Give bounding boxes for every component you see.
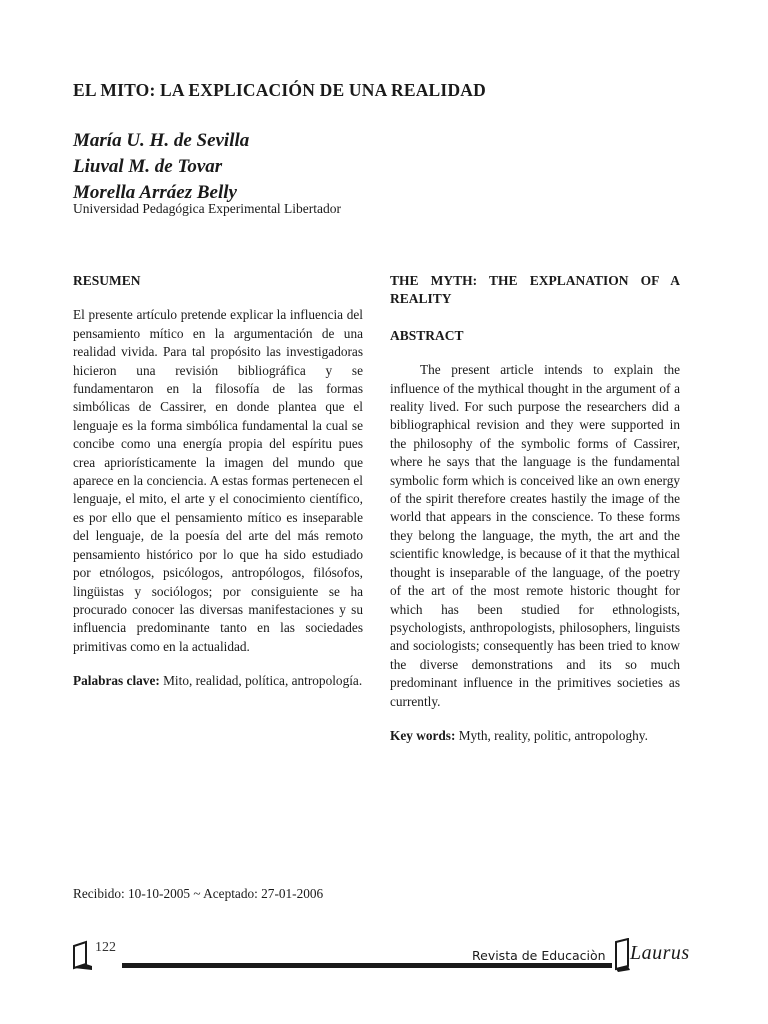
abstract-heading: ABSTRACT <box>390 327 464 343</box>
keywords-label: Key words: <box>390 727 456 743</box>
author-list <box>73 128 573 206</box>
resumen-body: El presente artículo pretende explicar la influencia del pensamiento mítico en la argumentación de una realidad vivida. Para tal propósito las investigadoras hicieron una revisión bibliográfica y se fundamentaron en la filosofía de las formas simbólicas de Cassirer, en donde plantea que el lenguaje es la forma simbólica fundamental la cual se concibe como una energía propia del espíritu pues crea apriorísticamente la imagen del mundo que aparece en la conciencia. A estas formas pertenecen el lenguaje, el mito, el arte y el conocimiento científico, es por ello que el pensamiento mítico es inseparable del lenguaje, de la poesía del arte del más remoto pensamiento histórico por lo que ha sido estudiado por etnólogos, psicólogos, antropólogos, filósofos, lingüistas y sociólogos; por consiguiente se ha procurado conocer las diversas manifestaciones y su influencia predominante tanto en las sociedades primitivas como en la actualidad. <box>73 307 363 654</box>
author-name: María U. H. de Sevilla <box>73 130 250 151</box>
resumen-heading: RESUMEN <box>73 273 141 288</box>
keywords-values: Myth, reality, politic, antropologhy. <box>455 727 648 743</box>
english-abstract-column <box>390 272 680 745</box>
author-name: Liuval M. de Tovar <box>73 156 223 177</box>
laurus-logo-text: Laurus <box>630 942 690 964</box>
keywords-label: Palabras clave: <box>73 673 160 689</box>
spanish-keywords <box>73 672 363 690</box>
page-footer <box>0 930 768 980</box>
author-name: Morella Arráez Belly <box>73 182 237 203</box>
abstract-body: The present article intends to explain the influence of the mythical thought in the argument of a reality lived. For such purpose the researchers did a bibliographical revision and they were supported in the philosophy of the symbolic forms of Cassirer, where he says that the language is the fundamental symbolic form which is conceived like an own energy of the spirit therefore creates hastily the image of the world that appears in the conscience. To these forms they belong the language, the myth, the art and the scientific knowledge, is because of it that the mythical thought is inseparable of the language, of the poetry of the art of the most remote historic thought for which has been studied for ethnologists, psychologists, anthropologists, philosophers, linguists and sociologists; consequently has been tried to know the diverse demonstrations and its so much predominant influence in the primitives societies as currently. <box>390 362 680 709</box>
spanish-abstract-column <box>73 272 363 691</box>
english-keywords <box>390 727 680 745</box>
page-number: 122 <box>95 940 116 955</box>
english-title: THE MYTH: THE EXPLANATION OF A REALITY <box>390 273 680 307</box>
footer-rule <box>122 963 612 968</box>
page-fold-icon <box>72 940 94 970</box>
journal-name: Revista de Educaciòn <box>472 948 606 963</box>
keywords-values: Mito, realidad, política, antropología. <box>159 673 363 689</box>
article-title: EL MITO: LA EXPLICACIÓN DE UNA REALIDAD <box>73 80 486 100</box>
received-accepted-dates: Recibido: 10-10-2005 ~ Aceptado: 27-01-2006 <box>73 886 324 901</box>
author-affiliation: Universidad Pedagógica Experimental Libertador <box>73 201 342 216</box>
